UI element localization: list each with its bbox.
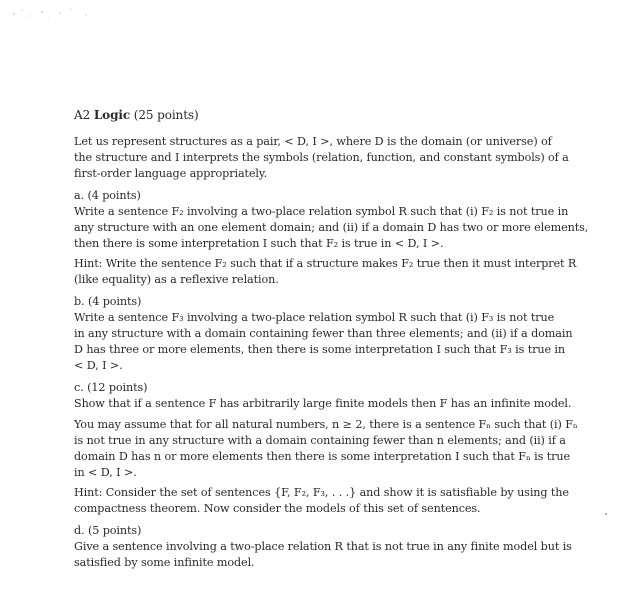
text-line: Hint: Write the sentence F₂ such that if a structure makes F₂ true then it must interpret R <box>74 257 577 270</box>
text-line: the structure and I interprets the symbols (relation, function, and constant symbols) of a <box>74 151 569 164</box>
text-line: Hint: Consider the set of sentences {F, F₂, F₃, . . .} and show it is satisfiable by using the <box>74 486 569 499</box>
text-line: Show that if a sentence F has arbitrarily large finite models then F has an infinite model. <box>74 397 572 410</box>
text-line: domain D has n or more elements then there is some interpretation I such that Fₙ is true <box>74 450 570 463</box>
text-line: Let us represent structures as a pair, < D, I >, where D is the domain (or universe) of <box>74 135 552 148</box>
part-d <box>74 523 572 571</box>
text-line: Give a sentence involving a two-place relation R that is not true in any finite model but is <box>74 540 572 553</box>
part-c-assumption <box>74 417 578 481</box>
part-a <box>74 188 589 252</box>
scan-noise-marks <box>8 4 98 26</box>
text-line: in < D, I >. <box>74 466 137 479</box>
text-line: Write a sentence F₃ involving a two-place relation symbol R such that (i) F₃ is not true <box>74 311 555 324</box>
intro-paragraph <box>74 134 569 182</box>
problem-title <box>74 107 564 123</box>
part-c <box>74 380 572 412</box>
part-heading: b. (4 points) <box>74 295 142 308</box>
problem-topic: Logic <box>93 108 131 122</box>
text-line: any structure with an one element domain; and (ii) if a domain D has two or more elements, <box>74 221 589 234</box>
text-line: (like equality) as a reflexive relation. <box>74 273 279 286</box>
part-c-hint <box>74 485 569 517</box>
part-a-hint <box>74 256 577 288</box>
part-b <box>74 294 573 374</box>
text-line: compactness theorem. Now consider the models of this set of sentences. <box>74 502 481 515</box>
part-heading: d. (5 points) <box>74 524 142 537</box>
part-heading: c. (12 points) <box>74 381 148 394</box>
problem-code: A2 <box>74 108 91 122</box>
text-line: < D, I >. <box>74 359 123 372</box>
text-line: D has three or more elements, then there is some interpretation I such that F₃ is true in <box>74 343 565 356</box>
text-line: then there is some interpretation I such that F₂ is true in < D, I >. <box>74 237 444 250</box>
text-line: You may assume that for all natural numbers, n ≥ 2, there is a sentence Fₙ such that (i) Fₙ <box>74 418 578 431</box>
text-line: Write a sentence F₂ involving a two-place relation symbol R such that (i) F₂ is not true in <box>74 205 569 218</box>
text-line: first-order language appropriately. <box>74 167 268 180</box>
problem-points: (25 points) <box>133 108 199 122</box>
text-line: satisfied by some infinite model. <box>74 556 255 569</box>
text-line: is not true in any structure with a domain containing fewer than n elements; and (ii) if a <box>74 434 566 447</box>
text-line: in any structure with a domain containing fewer than three elements; and (ii) if a domain <box>74 327 573 340</box>
scan-speck <box>605 513 607 515</box>
part-heading: a. (4 points) <box>74 189 141 202</box>
